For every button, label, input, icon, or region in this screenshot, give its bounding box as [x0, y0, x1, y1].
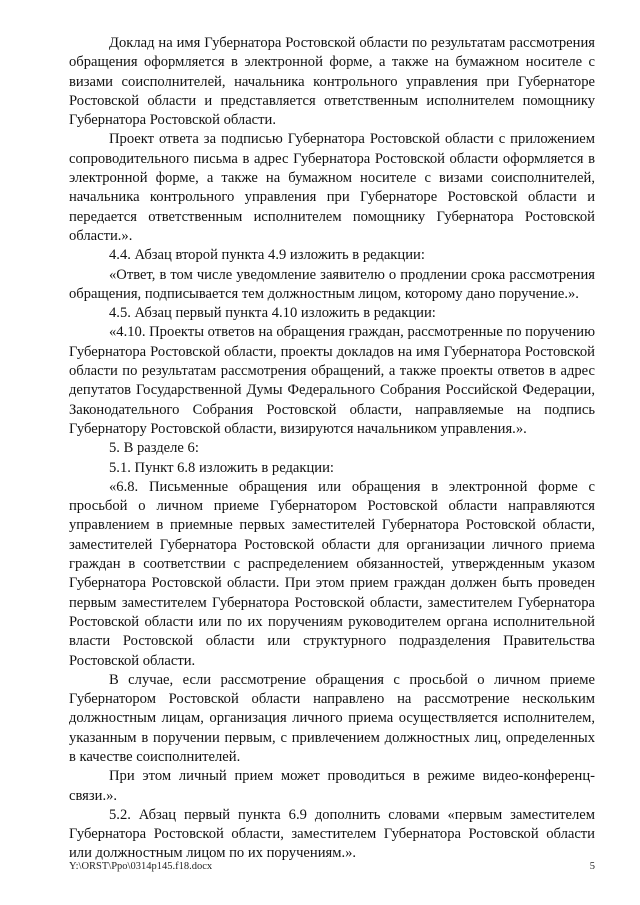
paragraph-4-10-quote: «4.10. Проекты ответов на обращения граждан, рассмотренные по поручению Губернатора Ростовской области, проекты докладов на имя Губернатора Ростовской области по результатам рассмотрения обращений, а также проекты ответов в адрес депутатов Государственной Думы Федерального Собрания Российской Федерации, Законодательного Собрания Ростовской области, направляемые на подпись Губернатору Ростовской области, визируются начальником управления.». — [69, 324, 595, 437]
footer-file-path: Y:\ORST\Ppo\0314p145.f18.docx — [69, 861, 213, 872]
paragraph-section-5: 5. В разделе 6: — [109, 440, 199, 457]
paragraph-5-1: 5.1. Пункт 6.8 изложить в редакции: — [109, 459, 334, 476]
paragraph-report: Доклад на имя Губернатора Ростовской области по результатам рассмотрения обращения оформляется в электронной форме, а также на бумажном носителе с визами соисполнителей, начальника контрольного управления при Губернаторе Ростовской области и представляется ответственным исполнителем помощнику Губернатора Ростовской области. — [69, 35, 595, 129]
paragraph-6-8-quote: «6.8. Письменные обращения или обращения в электронной форме с просьбой о личном приеме Губернатором Ростовской области направляются управлением в приемные первых заместителей Губернатора Ростовской области, заместителей Губернатора Ростовской области для организации личного приема граждан в соответствии с распределением обязанностей, утвержденным указом Губернатора Ростовской области. При этом прием граждан должен быть проведен первым заместителем Губернатора Ростовской области, заместителем Губернатора Ростовской области или по их поручениям руководителем органа исполнительной власти Ростовской области или структурного подразделения Правительства Ростовской области. — [69, 478, 595, 669]
paragraph-5-2: 5.2. Абзац первый пункта 6.9 дополнить словами «первым заместителем Губернатора Ростовской области, заместителем Губернатора Ростовской области или должностным лицом по их поручениям.». — [69, 806, 595, 862]
paragraph-4-5: 4.5. Абзац первый пункта 4.10 изложить в редакции: — [109, 305, 436, 322]
paragraph-draft-answer: Проект ответа за подписью Губернатора Ростовской области с приложением сопроводительного письма в адрес Губернатора Ростовской области оформляется в электронной форме, а также на бумажном носителе с визами соисполнителей, начальника контрольного управления при Губернаторе Ростовской области и передается ответственным исполнителем помощнику Губернатора Ростовской области.». — [69, 131, 595, 244]
paragraph-answer-quote: «Ответ, в том числе уведомление заявителю о продлении срока рассмотрения обращения, подписывается тем должностным лицом, которому дано поручение.». — [69, 266, 595, 302]
page-number: 5 — [589, 861, 595, 872]
paragraph-4-4: 4.4. Абзац второй пункта 4.9 изложить в редакции: — [109, 247, 425, 264]
paragraph-video-conference: При этом личный прием может проводиться в режиме видео-конференц-связи.». — [69, 768, 595, 804]
document-page — [69, 34, 595, 864]
paragraph-several-officials: В случае, если рассмотрение обращения с просьбой о личном приеме Губернатором Ростовской области направлено на рассмотрение нескольким должностным лицам, организация личного приема осуществляется исполнителем, указанным в поручении первым, с привлечением должностных лиц, определенных в качестве соисполнителей. — [69, 671, 595, 765]
